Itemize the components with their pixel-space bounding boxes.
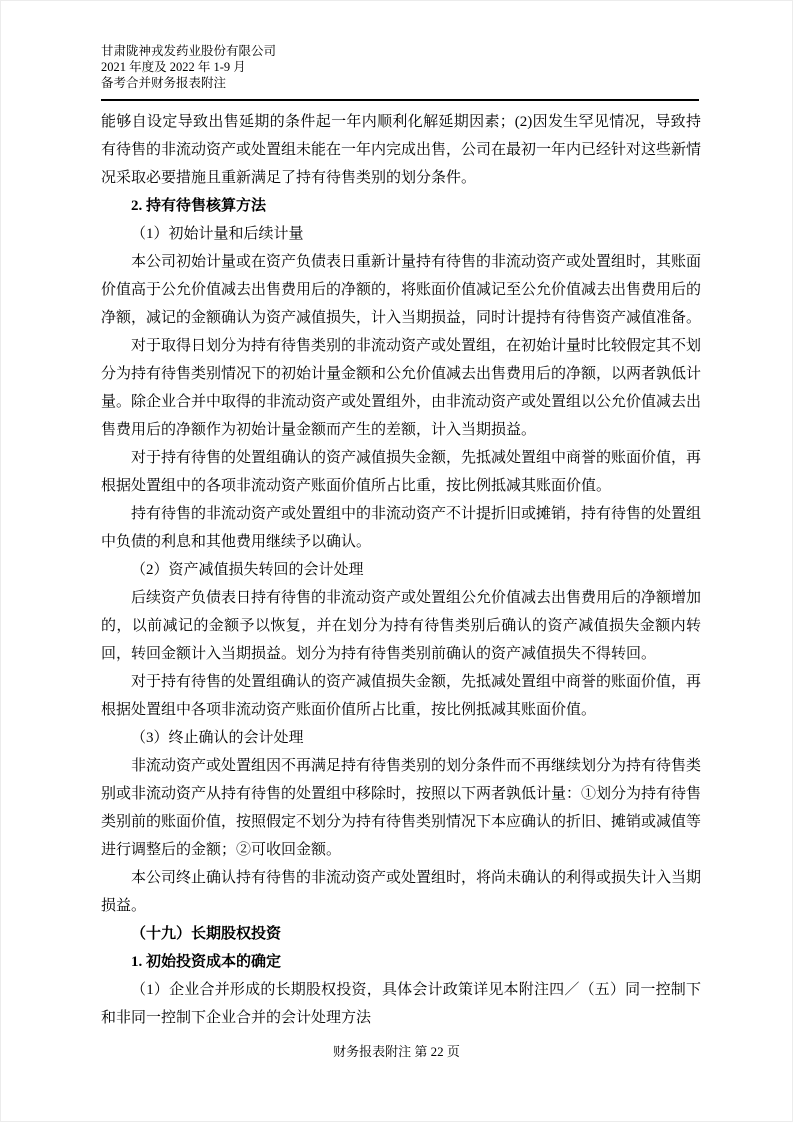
document-body (101, 108, 701, 1032)
header-divider (101, 99, 699, 101)
paragraph: 后续资产负债表日持有待售的非流动资产或处置组公允价值减去出售费用后的净额增加的，以前减记的金额予以恢复，并在划分为持有待售类别后确认的资产减值损失金额内转回，转回金额计入当期损益。划分为持有待售类别前确认的资产减值损失不得转回。 (101, 590, 702, 662)
page-header (101, 43, 701, 91)
paragraph: （2）资产减值损失转回的会计处理 (131, 562, 364, 578)
paragraph: 持有待售的非流动资产或处置组中的非流动资产不计提折旧或摊销，持有待售的处置组中负债的利息和其他费用继续予以确认。 (101, 506, 702, 550)
paragraph: 本公司终止确认持有待售的非流动资产或处置组时，将尚未确认的利得或损失计入当期损益。 (101, 870, 702, 914)
paragraph: （1）初始计量和后续计量 (131, 226, 304, 242)
page-footer: 财务报表附注 第 22 页 (333, 1044, 460, 1059)
paragraph: 能够自设定导致出售延期的条件起一年内顺利化解延期因素；(2)因发生罕见情况，导致持有待售的非流动资产或处置组未能在一年内完成出售，公司在最初一年内已经针对这些新情况采取必要措施且重新满足了持有待售类别的划分条件。 (101, 114, 702, 186)
paragraph: 对于持有待售的处置组确认的资产减值损失金额，先抵减处置组中商誉的账面价值，再根据处置组中各项非流动资产账面价值所占比重，按比例抵减其账面价值。 (101, 674, 702, 718)
company-name: 甘肃陇神戎发药业股份有限公司 (101, 44, 277, 58)
paragraph: 本公司初始计量或在资产负债表日重新计量持有待售的非流动资产或处置组时，其账面价值高于公允价值减去出售费用后的净额的，将账面价值减记至公允价值减去出售费用后的净额，减记的金额确认为资产减值损失，计入当期损益，同时计提持有待售资产减值准备。 (101, 254, 702, 326)
paragraph: 对于持有待售的处置组确认的资产减值损失金额，先抵减处置组中商誉的账面价值，再根据处置组中的各项非流动资产账面价值所占比重，按比例抵减其账面价值。 (101, 450, 702, 494)
report-period: 2021 年度及 2022 年 1-9 月 (101, 60, 246, 74)
paragraph: 非流动资产或处置组因不再满足持有待售类别的划分条件而不再继续划分为持有待售类别或非流动资产从持有待售的处置组中移除时，按照以下两者孰低计量：①划分为持有待售类别前的账面价值，按照假定不划分为持有待售类别情况下本应确认的折旧、摊销或减值等进行调整后的金额；②可收回金额。 (101, 758, 702, 858)
paragraph: （1）企业合并形成的长期股权投资，具体会计政策详见本附注四／（五）同一控制下和非同一控制下企业合并的会计处理方法 (101, 982, 701, 1026)
paragraph: （3）终止确认的会计处理 (131, 730, 304, 746)
document-title: 备考合并财务报表附注 (101, 76, 227, 90)
section-heading: 1. 初始投资成本的确定 (131, 954, 282, 970)
section-heading: 2. 持有待售核算方法 (131, 198, 267, 214)
paragraph: 对于取得日划分为持有待售类别的非流动资产或处置组，在初始计量时比较假定其不划分为持有待售类别情况下的初始计量金额和公允价值减去出售费用后的净额，以两者孰低计量。除企业合并中取得的非流动资产或处置组外，由非流动资产或处置组以公允价值减去出售费用后的净额作为初始计量金额而产生的差额，计入当期损益。 (101, 338, 702, 438)
section-heading: （十九）长期股权投资 (131, 926, 282, 942)
